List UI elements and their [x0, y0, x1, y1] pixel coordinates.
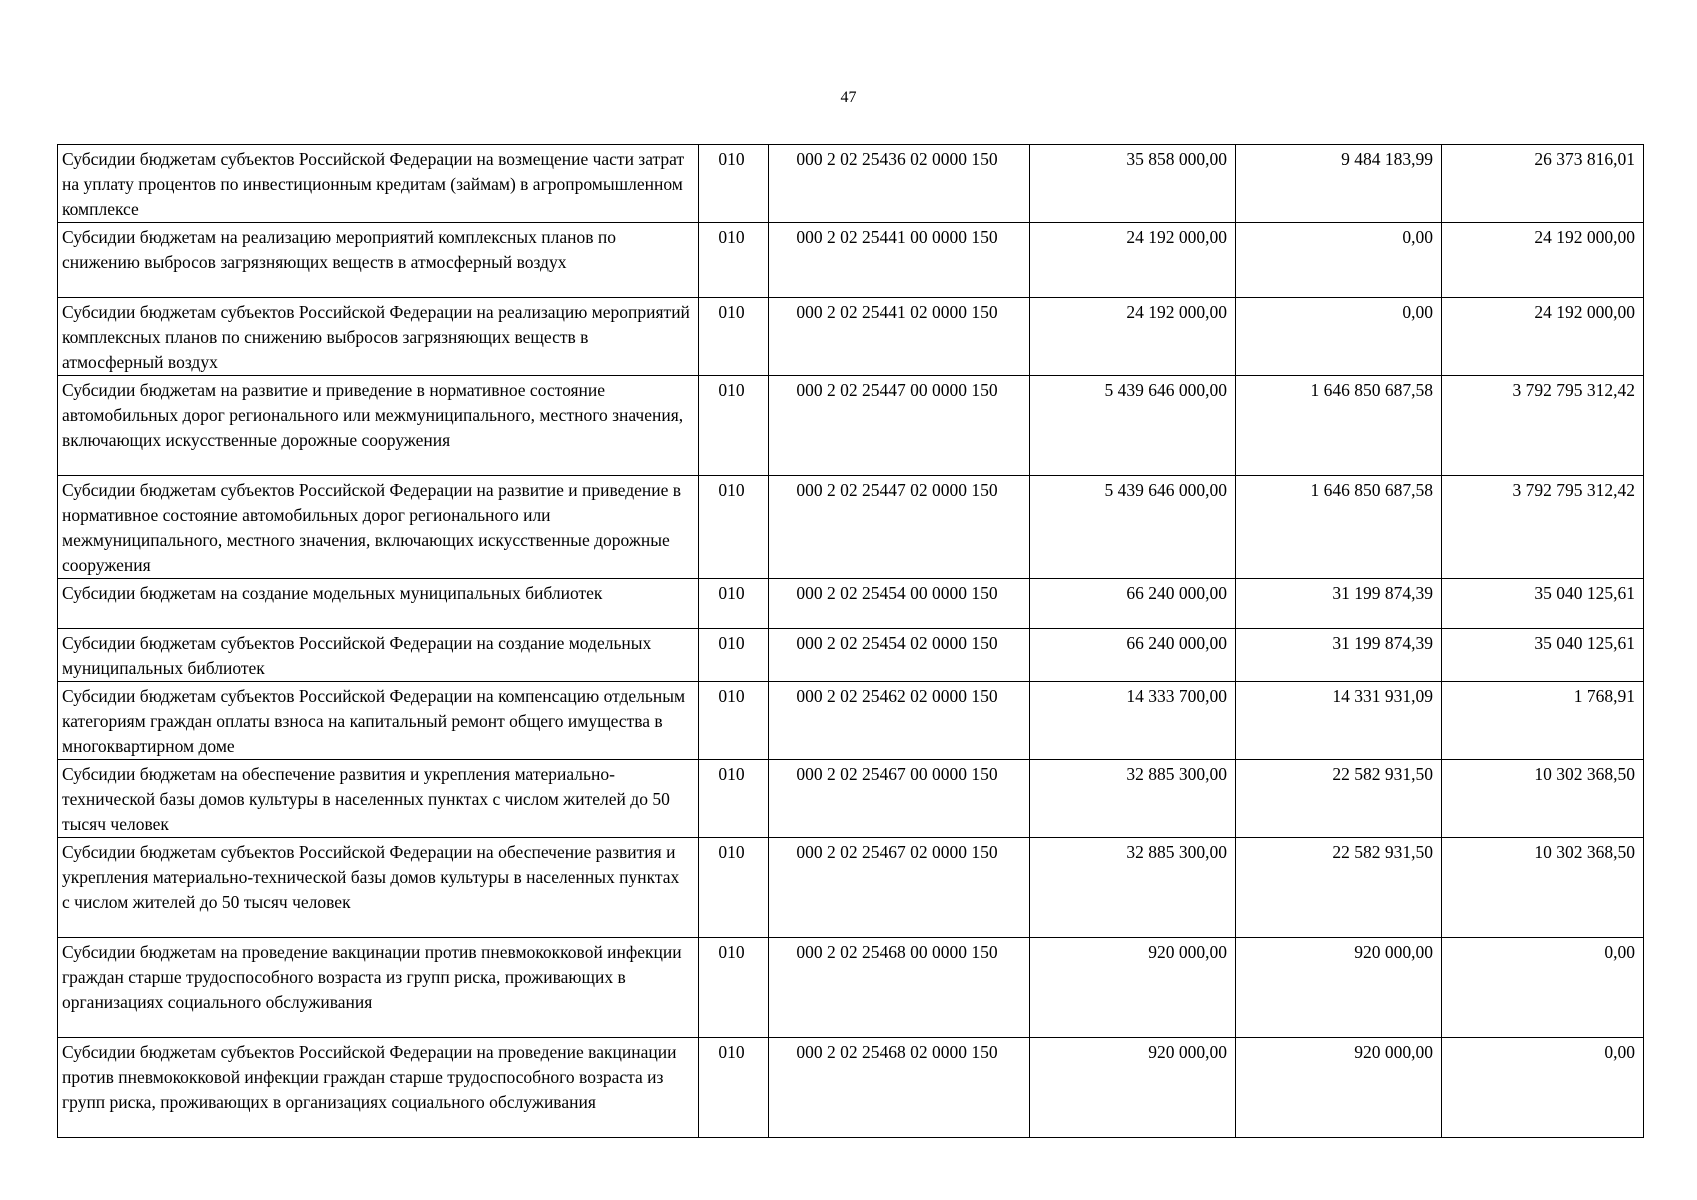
row-admin-code: 010	[699, 579, 769, 629]
row-budget-code: 000 2 02 25454 02 0000 150	[769, 629, 1030, 682]
row-budget-code: 000 2 02 25441 00 0000 150	[769, 223, 1030, 298]
row-remaining: 35 040 125,61	[1442, 579, 1644, 629]
row-admin-code: 010	[699, 476, 769, 579]
row-admin-code: 010	[699, 145, 769, 223]
row-approved: 24 192 000,00	[1030, 298, 1236, 376]
table-row	[58, 376, 1644, 476]
row-remaining: 10 302 368,50	[1442, 838, 1644, 938]
row-name: Субсидии бюджетам на обеспечение развития и укрепления материально-технической базы домов культуры в населенных пунктах с числом жителей до 50 тысяч человек	[58, 760, 699, 838]
row-remaining: 0,00	[1442, 1038, 1644, 1138]
row-approved: 24 192 000,00	[1030, 223, 1236, 298]
table-row	[58, 629, 1644, 682]
row-approved: 920 000,00	[1030, 1038, 1236, 1138]
row-budget-code: 000 2 02 25462 02 0000 150	[769, 682, 1030, 760]
row-remaining: 26 373 816,01	[1442, 145, 1644, 223]
row-remaining: 1 768,91	[1442, 682, 1644, 760]
row-name: Субсидии бюджетам субъектов Российской Федерации на развитие и приведение в нормативное состояние автомобильных дорог регионального или межмуниципального, местного значения, включающих искусственные дорожные сооружения	[58, 476, 699, 579]
row-approved: 5 439 646 000,00	[1030, 376, 1236, 476]
row-approved: 66 240 000,00	[1030, 629, 1236, 682]
table-row	[58, 579, 1644, 629]
table-row	[58, 298, 1644, 376]
row-executed: 1 646 850 687,58	[1236, 376, 1442, 476]
row-budget-code: 000 2 02 25467 02 0000 150	[769, 838, 1030, 938]
row-executed: 0,00	[1236, 298, 1442, 376]
row-name: Субсидии бюджетам субъектов Российской Федерации на проведение вакцинации против пневмококковой инфекции граждан старше трудоспособного возраста из групп риска, проживающих в организациях социального обслуживания	[58, 1038, 699, 1138]
row-remaining: 35 040 125,61	[1442, 629, 1644, 682]
row-name: Субсидии бюджетам субъектов Российской Федерации на создание модельных муниципальных библиотек	[58, 629, 699, 682]
row-admin-code: 010	[699, 760, 769, 838]
row-budget-code: 000 2 02 25447 02 0000 150	[769, 476, 1030, 579]
row-budget-code: 000 2 02 25454 00 0000 150	[769, 579, 1030, 629]
row-admin-code: 010	[699, 223, 769, 298]
row-admin-code: 010	[699, 938, 769, 1038]
row-executed: 9 484 183,99	[1236, 145, 1442, 223]
row-executed: 31 199 874,39	[1236, 629, 1442, 682]
table-row	[58, 838, 1644, 938]
table-row	[58, 938, 1644, 1038]
row-remaining: 3 792 795 312,42	[1442, 376, 1644, 476]
table-row	[58, 476, 1644, 579]
budget-table	[57, 144, 1644, 1138]
row-executed: 1 646 850 687,58	[1236, 476, 1442, 579]
row-admin-code: 010	[699, 629, 769, 682]
row-executed: 0,00	[1236, 223, 1442, 298]
row-admin-code: 010	[699, 376, 769, 476]
row-name: Субсидии бюджетам на реализацию мероприятий комплексных планов по снижению выбросов загрязняющих веществ в атмосферный воздух	[58, 223, 699, 298]
row-name: Субсидии бюджетам субъектов Российской Федерации на реализацию мероприятий комплексных планов по снижению выбросов загрязняющих веществ в атмосферный воздух	[58, 298, 699, 376]
row-remaining: 0,00	[1442, 938, 1644, 1038]
row-admin-code: 010	[699, 838, 769, 938]
row-name: Субсидии бюджетам на создание модельных муниципальных библиотек	[58, 579, 699, 629]
row-approved: 35 858 000,00	[1030, 145, 1236, 223]
row-remaining: 24 192 000,00	[1442, 223, 1644, 298]
row-budget-code: 000 2 02 25468 02 0000 150	[769, 1038, 1030, 1138]
row-remaining: 3 792 795 312,42	[1442, 476, 1644, 579]
row-executed: 31 199 874,39	[1236, 579, 1442, 629]
row-approved: 32 885 300,00	[1030, 838, 1236, 938]
row-approved: 5 439 646 000,00	[1030, 476, 1236, 579]
row-approved: 14 333 700,00	[1030, 682, 1236, 760]
row-budget-code: 000 2 02 25467 00 0000 150	[769, 760, 1030, 838]
row-budget-code: 000 2 02 25447 00 0000 150	[769, 376, 1030, 476]
row-budget-code: 000 2 02 25436 02 0000 150	[769, 145, 1030, 223]
row-executed: 920 000,00	[1236, 938, 1442, 1038]
row-name: Субсидии бюджетам субъектов Российской Федерации на обеспечение развития и укрепления материально-технической базы домов культуры в населенных пунктах с числом жителей до 50 тысяч человек	[58, 838, 699, 938]
row-executed: 22 582 931,50	[1236, 760, 1442, 838]
table-row	[58, 145, 1644, 223]
row-admin-code: 010	[699, 682, 769, 760]
table-row	[58, 682, 1644, 760]
row-admin-code: 010	[699, 1038, 769, 1138]
row-executed: 22 582 931,50	[1236, 838, 1442, 938]
row-admin-code: 010	[699, 298, 769, 376]
row-name: Субсидии бюджетам субъектов Российской Федерации на возмещение части затрат на уплату процентов по инвестиционным кредитам (займам) в агропромышленном комплексе	[58, 145, 699, 223]
row-budget-code: 000 2 02 25441 02 0000 150	[769, 298, 1030, 376]
row-executed: 14 331 931,09	[1236, 682, 1442, 760]
row-name: Субсидии бюджетам на проведение вакцинации против пневмококковой инфекции граждан старше трудоспособного возраста из групп риска, проживающих в организациях социального обслуживания	[58, 938, 699, 1038]
table-row	[58, 223, 1644, 298]
row-remaining: 24 192 000,00	[1442, 298, 1644, 376]
page-number: 47	[840, 89, 857, 106]
row-remaining: 10 302 368,50	[1442, 760, 1644, 838]
row-approved: 32 885 300,00	[1030, 760, 1236, 838]
table-row	[58, 760, 1644, 838]
row-approved: 66 240 000,00	[1030, 579, 1236, 629]
table-row	[58, 1038, 1644, 1138]
row-approved: 920 000,00	[1030, 938, 1236, 1038]
row-budget-code: 000 2 02 25468 00 0000 150	[769, 938, 1030, 1038]
row-name: Субсидии бюджетам субъектов Российской Федерации на компенсацию отдельным категориям граждан оплаты взноса на капитальный ремонт общего имущества в многоквартирном доме	[58, 682, 699, 760]
row-name: Субсидии бюджетам на развитие и приведение в нормативное состояние автомобильных дорог регионального или межмуниципального, местного значения, включающих искусственные дорожные сооружения	[58, 376, 699, 476]
row-executed: 920 000,00	[1236, 1038, 1442, 1138]
